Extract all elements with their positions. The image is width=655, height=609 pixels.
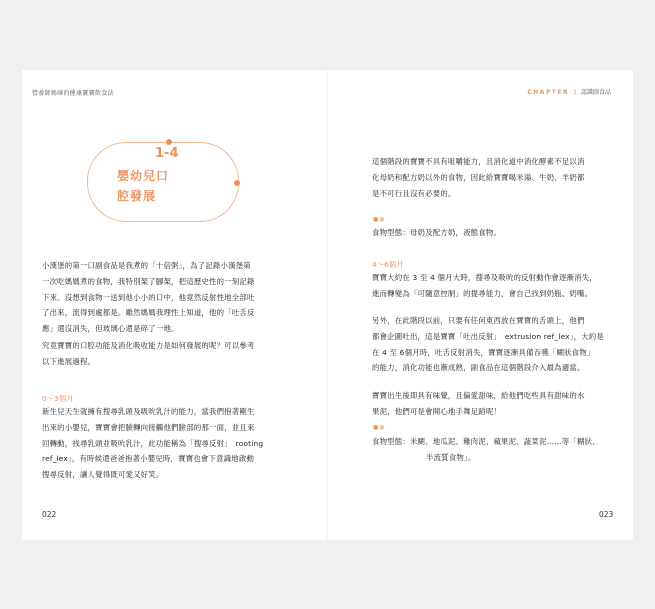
food-type-2: 食物型態：米糊、地瓜泥、雞肉泥、蘋果泥、蔬菜泥……等「糊狀、 半流質食物」。 (372, 437, 600, 462)
book-gutter (327, 70, 328, 540)
book-spread (22, 70, 633, 540)
running-header-right (527, 87, 611, 96)
section-number: 1-4 (155, 146, 179, 161)
newborn-paragraph: 新生兒天生就擁有搜尋乳頭及吸吮乳汁的能力，當我們抱著剛生 出來的小嬰兒，寶寶會把臉轉向接觸他們臉部的那一面，並且來 回轉動，找尋乳頭並吸吮乳汁，此功能稱為「搜尋反射」 rooting ref_lex」，有時候還爸爸抱著小嬰兒時，寶寶也會下意識地啟動 搜尋反射，讓人覺得既可愛又好笑。 (42, 407, 264, 480)
digestion-paragraph: 這個階段的寶寶不具有咀嚼能力，且消化道中消化酵素不足以消 化母奶和配方奶以外的食物，因此給寶寶喝米湯、牛奶、羊奶都 是不可行且沒有必要的。 (372, 157, 585, 198)
tongue-reflex-paragraph: 另外，在此階段以前，只要有任何東西放在寶寶的舌頭上，他們 都會企圖吐出，這是寶寶「吐出反射」 extrusion ref_lex」，大約是 在 4 至 6個月時，吐舌反射消失，寶寶逐漸具備吞嚥「糊狀食物」 的能力，消化功能也漸成熟，副食品在這個階段介入最為適當。 (372, 316, 605, 373)
taste-paragraph: 寶寶出生後即具有味覺，且偏愛甜味，給他們吃些具有甜味的水 果泥，他們可是會開心地手舞足蹈呢！ (372, 391, 585, 416)
running-header-left: 營養師媽咪的健康寶寶飲食法 (32, 90, 114, 97)
intro-paragraph: 小漢堡的第一口副食品是我煮的「十倍粥」，為了記錄小漢堡第 一次吃媽媽煮的食物，我特別架了腳架，把這歷史性的一刻記錄 下來。沒想到食物一送到他小小的口中，他竟然反射性地全部吐 了出來，流得到處都是。雖然媽媽我理性上知道，他的「吐舌反 應」還沒消失，但玻璃心還是碎了一地。 (42, 261, 255, 334)
frame-dot-right (234, 180, 240, 186)
food-type-1: 食物型態：母奶及配方奶，液態食物。 (372, 228, 502, 237)
bullet-dots-1: ●● (373, 216, 386, 223)
frame-dot-top (166, 139, 172, 145)
bullet-dots-2: ●● (373, 424, 386, 431)
section-title (117, 166, 169, 206)
chapter-number: 1 (573, 89, 577, 96)
subhead-0-3-months: 0～3個月 (42, 394, 74, 403)
chapter-title: 認識副食品 (580, 89, 611, 96)
question-paragraph: 究竟寶寶的口腔功能及消化吸收能力是如何發展的呢？可以參考 以下進展過程。 (42, 341, 255, 366)
section-title-line-2: 腔發展 (117, 189, 157, 203)
reflex-paragraph: 寶寶大約在 3 至 4 個月大時，搜尋及吸吮的反射動作會逐漸消失， 進而轉變為「可隨意控制」的提尋能力，會自己找到奶瓶、奶嘴。 (372, 273, 597, 298)
page-number-left: 022 (42, 510, 57, 519)
section-title-line-1: 嬰幼兒口 (117, 169, 170, 183)
page-number-right: 023 (599, 510, 614, 519)
chapter-label: CHAPTER (527, 89, 570, 96)
subhead-4-6-months: 4～6個月 (372, 260, 404, 269)
